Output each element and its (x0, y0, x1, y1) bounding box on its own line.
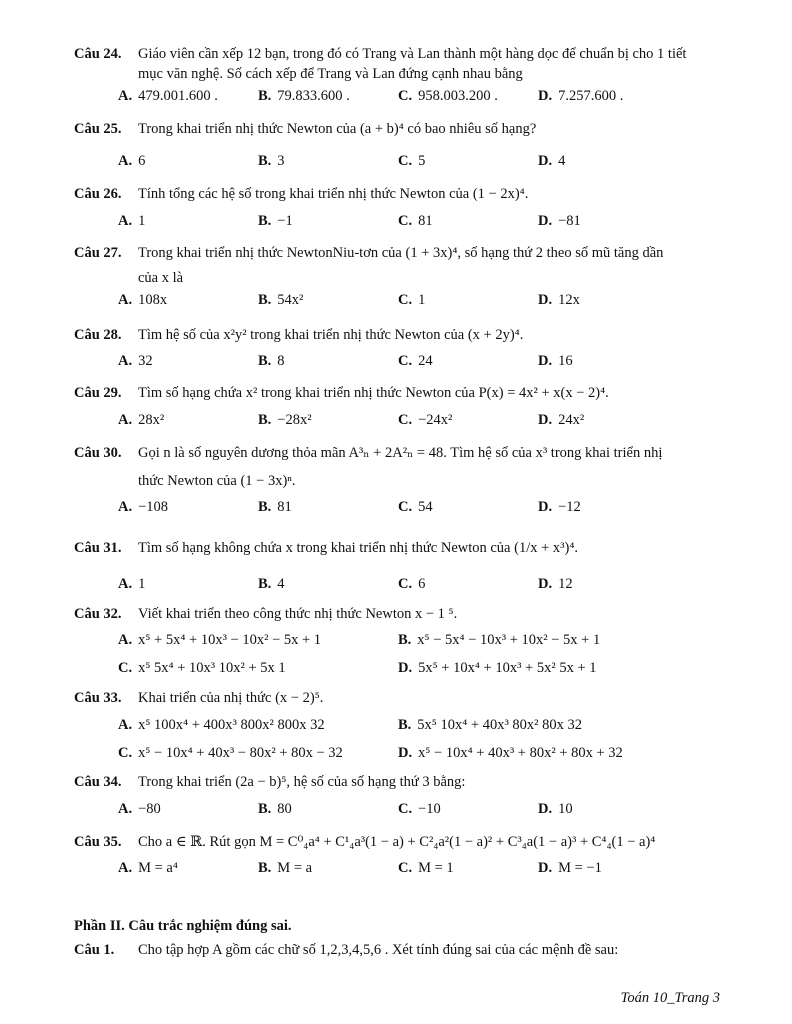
answer-row (118, 632, 738, 652)
question-text: Trong khai triển (2a − b)⁵, hệ số của số hạng thứ 3 bằng: (138, 774, 466, 790)
question-text: Khai triển của nhị thức (x − 2)⁵. (138, 690, 324, 706)
option-c[interactable]: C. x⁵ 5x⁴ + 10x³ 10x² + 5x 1 (118, 660, 286, 676)
option-a[interactable]: A. −108 (118, 499, 169, 515)
question-29 (74, 383, 724, 403)
option-d[interactable]: D. −81 (538, 213, 581, 229)
option-d[interactable]: D. 16 (538, 353, 573, 369)
option-c[interactable]: C. 54 (398, 499, 433, 515)
question-text: Tìm số hạng chứa x² trong khai triển nhị thức Newton của P(x) = 4x² + x(x − 2)⁴. (138, 385, 609, 401)
option-c[interactable]: C. 1 (398, 292, 426, 308)
option-c[interactable]: C. 24 (398, 353, 433, 369)
answer-row (118, 717, 738, 737)
option-a[interactable]: A. 1 (118, 213, 146, 229)
answer-row (118, 88, 738, 108)
option-b[interactable]: B. 4 (258, 576, 285, 592)
question-label: Câu 35. (74, 834, 122, 850)
question-text-cont: mục văn nghệ. Số cách xếp để Trang và Lan đứng cạnh nhau bằng (138, 66, 523, 82)
option-d[interactable]: D. 12x (538, 292, 580, 308)
question-31 (74, 538, 724, 558)
option-b[interactable]: B. 8 (258, 353, 285, 369)
option-a[interactable]: A. 479.001.600 . (118, 88, 218, 104)
answer-row (118, 499, 738, 519)
option-d[interactable]: D. 12 (538, 576, 573, 592)
option-a[interactable]: A. 108x (118, 292, 168, 308)
question-33 (74, 688, 724, 708)
option-d[interactable]: D. 5x⁵ + 10x⁴ + 10x³ + 5x² 5x + 1 (398, 660, 597, 676)
option-d[interactable]: D. −12 (538, 499, 581, 515)
option-c[interactable]: C. 6 (398, 576, 426, 592)
question-25 (74, 119, 724, 139)
answer-row (118, 412, 738, 432)
question-text: Gọi n là số nguyên dương thỏa mãn A³ₙ + 2A²ₙ = 48. Tìm hệ số của x³ trong khai triển nhị (138, 445, 663, 461)
answer-row (118, 745, 738, 765)
option-c[interactable]: C. −24x² (398, 412, 453, 428)
option-b[interactable]: B. 3 (258, 153, 285, 169)
option-c[interactable]: C. −10 (398, 801, 441, 817)
option-a[interactable]: A. x⁵ 100x⁴ + 400x³ 800x² 800x 32 (118, 717, 325, 733)
option-c[interactable]: C. 81 (398, 213, 433, 229)
question-text-cont: của x là (138, 270, 184, 286)
answer-row (118, 860, 738, 880)
question-text: Tính tổng các hệ số trong khai triển nhị thức Newton của (1 − 2x)⁴. (138, 186, 529, 202)
option-d[interactable]: D. x⁵ − 10x⁴ + 40x³ + 80x² + 80x + 32 (398, 745, 623, 761)
option-b[interactable]: B. M = a (258, 860, 313, 876)
answer-row (118, 353, 738, 373)
question-label: Câu 32. (74, 606, 122, 622)
answer-row (118, 292, 738, 312)
option-b[interactable]: B. 79.833.600 . (258, 88, 350, 104)
question-text: Trong khai triển nhị thức Newton của (a + b)⁴ có bao nhiêu số hạng? (138, 121, 537, 137)
option-a[interactable]: A. x⁵ + 5x⁴ + 10x³ − 10x² − 5x + 1 (118, 632, 322, 648)
option-d[interactable]: D. 24x² (538, 412, 585, 428)
option-d[interactable]: D. 4 (538, 153, 566, 169)
question-text: Giáo viên cần xếp 12 bạn, trong đó có Trang và Lan thành một hàng dọc để chuẩn bị cho 1 tiết (138, 46, 687, 62)
option-a[interactable]: A. 32 (118, 353, 153, 369)
option-c[interactable]: C. x⁵ − 10x⁴ + 40x³ − 80x² + 80x − 32 (118, 745, 343, 761)
option-b[interactable]: B. 54x² (258, 292, 304, 308)
option-b[interactable]: B. 5x⁵ 10x⁴ + 40x³ 80x² 80x 32 (398, 717, 583, 733)
question-24 (74, 44, 724, 84)
option-c[interactable]: C. M = 1 (398, 860, 454, 876)
option-d[interactable]: D. 10 (538, 801, 573, 817)
question-26 (74, 184, 724, 204)
question-label: Câu 24. (74, 46, 122, 62)
question-label: Câu 34. (74, 774, 122, 790)
option-b[interactable]: B. 81 (258, 499, 292, 515)
option-c[interactable]: C. 5 (398, 153, 426, 169)
question-text: Tìm hệ số của x²y² trong khai triển nhị thức Newton của (x + 2y)⁴. (138, 327, 524, 343)
question-text: Cho tập hợp A gồm các chữ số 1,2,3,4,5,6 . Xét tính đúng sai của các mệnh đề sau: (138, 942, 619, 958)
question-28 (74, 325, 724, 345)
question-32 (74, 604, 724, 624)
question-34 (74, 772, 724, 792)
option-b[interactable]: B. −1 (258, 213, 293, 229)
question-label: Câu 1. (74, 942, 115, 958)
answer-row (118, 153, 738, 173)
question-label: Câu 33. (74, 690, 122, 706)
question-text-cont: thức Newton của (1 − 3x)ⁿ. (138, 473, 296, 489)
option-c[interactable]: C. 958.003.200 . (398, 88, 498, 104)
answer-row (118, 801, 738, 821)
question-text: Viết khai triển theo công thức nhị thức Newton x − 1 ⁵. (138, 606, 458, 622)
option-a[interactable]: A. −80 (118, 801, 161, 817)
question-label: Câu 25. (74, 121, 122, 137)
answer-row (118, 576, 738, 596)
option-b[interactable]: B. x⁵ − 5x⁴ − 10x³ + 10x² − 5x + 1 (398, 632, 601, 648)
question-text: Cho a ∈ ℝ. Rút gọn M = C⁰₄a⁴ + C¹₄a³(1 − a) + C²₄a²(1 − a)² + C³₄a(1 − a)³ + C⁴₄(1 − a)⁴ (138, 834, 656, 850)
question-35 (74, 832, 724, 852)
option-b[interactable]: B. −28x² (258, 412, 312, 428)
question-27 (74, 243, 724, 288)
question-text: Tìm số hạng không chứa x trong khai triển nhị thức Newton của (1/x + x³)⁴. (138, 540, 579, 556)
option-d[interactable]: D. M = −1 (538, 860, 602, 876)
option-a[interactable]: A. 1 (118, 576, 146, 592)
question-label: Câu 28. (74, 327, 122, 343)
question-30 (74, 443, 724, 491)
section-title: Phần II. Câu trắc nghiệm đúng sai. (74, 918, 292, 934)
question-tf-1 (74, 940, 724, 960)
answer-row (118, 660, 738, 680)
answer-row (118, 213, 738, 233)
option-b[interactable]: B. 80 (258, 801, 292, 817)
option-d[interactable]: D. 7.257.600 . (538, 88, 624, 104)
question-label: Câu 31. (74, 540, 122, 556)
option-a[interactable]: A. M = a⁴ (118, 860, 178, 876)
option-a[interactable]: A. 6 (118, 153, 146, 169)
question-label: Câu 26. (74, 186, 122, 202)
option-a[interactable]: A. 28x² (118, 412, 165, 428)
question-label: Câu 27. (74, 245, 122, 261)
question-label: Câu 29. (74, 385, 122, 401)
question-label: Câu 30. (74, 445, 122, 461)
page-footer: Toán 10_Trang 3 (620, 990, 720, 1006)
question-text: Trong khai triển nhị thức NewtonNiu-tơn của (1 + 3x)⁴, số hạng thứ 2 theo số mũ tăng dần (138, 245, 664, 261)
